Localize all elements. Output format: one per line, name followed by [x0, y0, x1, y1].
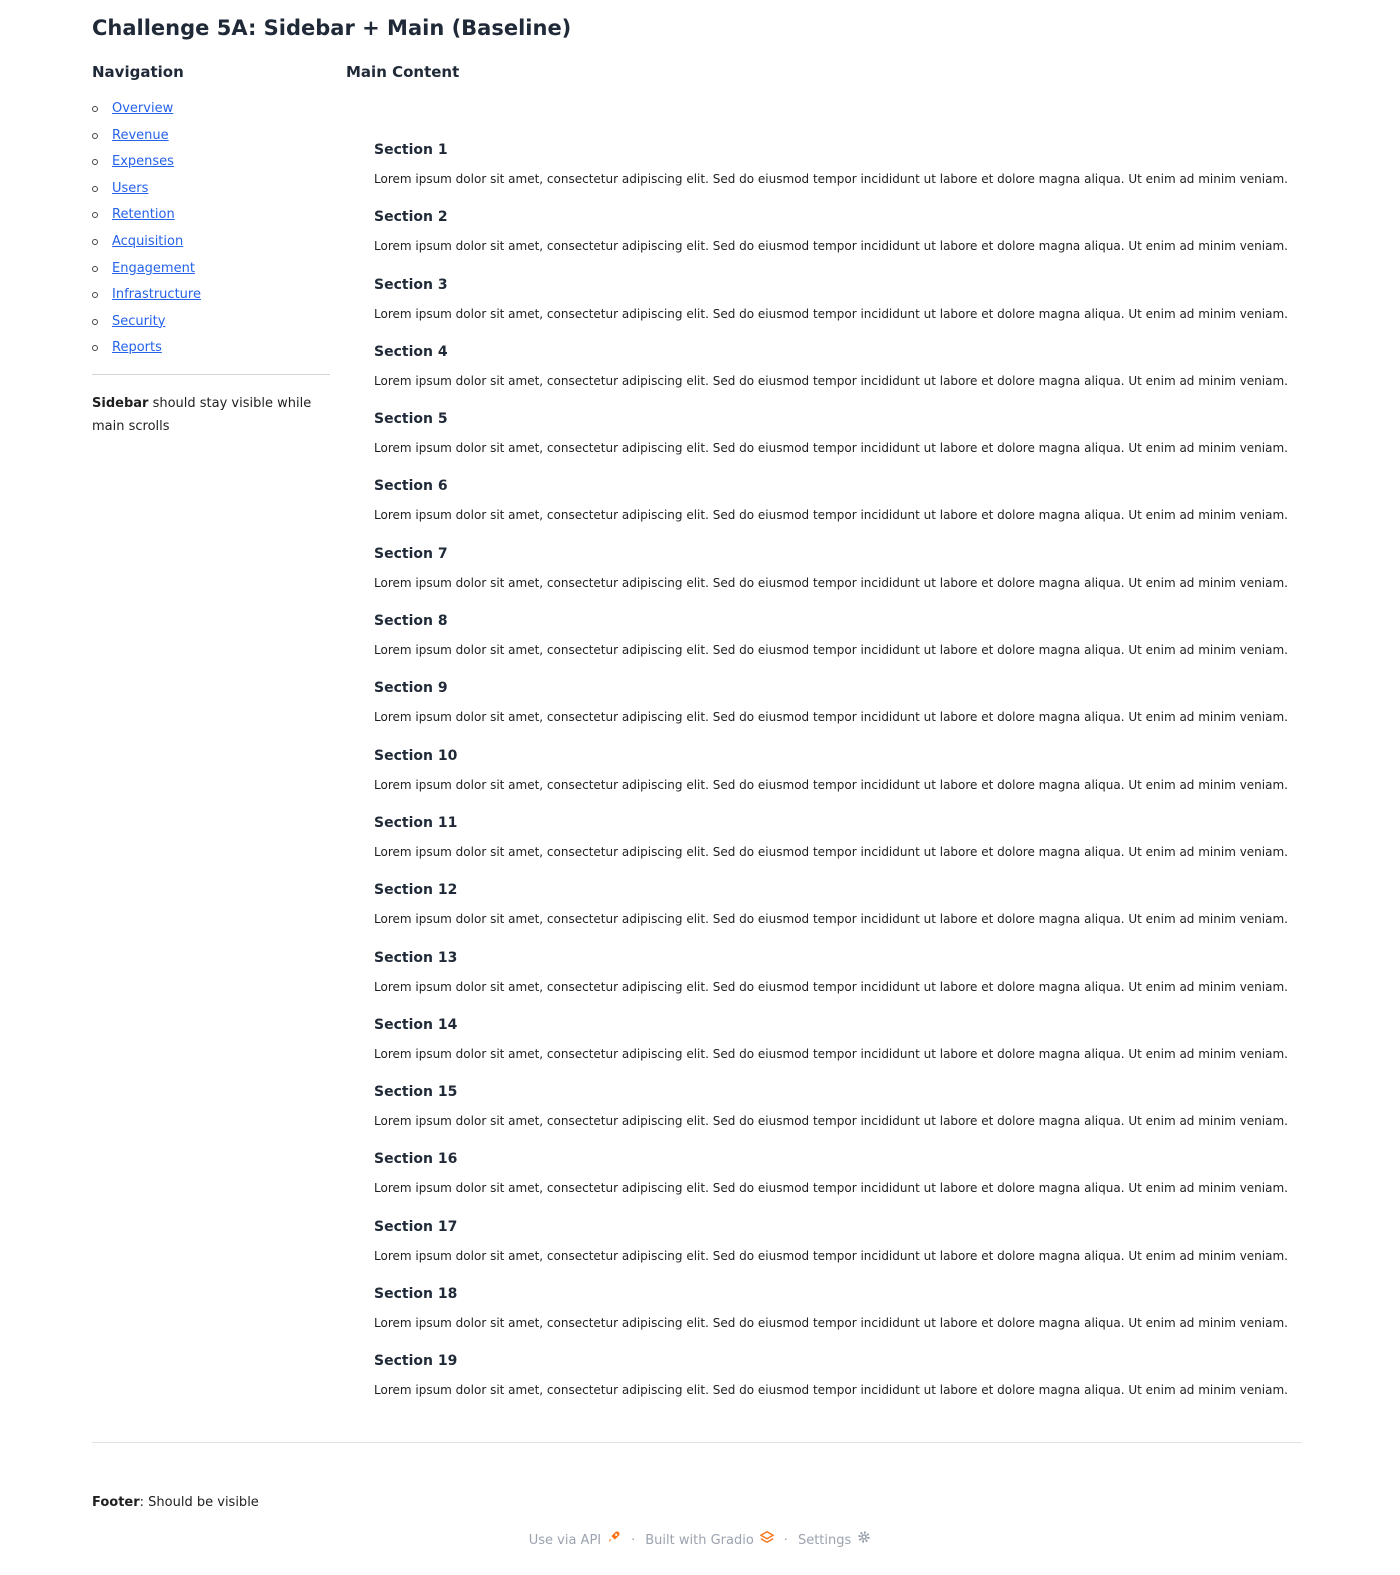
- nav-link-users[interactable]: Users: [112, 180, 149, 196]
- section-body: Lorem ipsum dolor sit amet, consectetur adipiscing elit. Sed do eiusmod tempor incididunt ut labore et dolore magna aliqua. Ut enim ad minim veniam.: [374, 1248, 1288, 1263]
- section-body: Lorem ipsum dolor sit amet, consectetur adipiscing elit. Sed do eiusmod tempor incididunt ut labore et dolore magna aliqua. Ut enim ad minim veniam.: [374, 643, 1288, 658]
- section-title: Section 18: [374, 1286, 458, 1303]
- section-title: Section 3: [374, 276, 448, 293]
- section-3: [374, 273, 1288, 340]
- nav-item-users: [92, 176, 330, 203]
- settings-link[interactable]: [798, 1530, 871, 1552]
- section-body: Lorem ipsum dolor sit amet, consectetur adipiscing elit. Sed do eiusmod tempor incididunt ut labore et dolore magna aliqua. Ut enim ad minim veniam.: [374, 777, 1288, 792]
- section-body: Lorem ipsum dolor sit amet, consectetur adipiscing elit. Sed do eiusmod tempor incididunt ut labore et dolore magna aliqua. Ut enim ad minim veniam.: [374, 1383, 1288, 1398]
- nav-link-reports[interactable]: Reports: [112, 340, 162, 356]
- section-body: Lorem ipsum dolor sit amet, consectetur adipiscing elit. Sed do eiusmod tempor incididunt ut labore et dolore magna aliqua. Ut enim ad minim veniam.: [374, 1181, 1288, 1196]
- footer-separator: ·: [783, 1533, 788, 1548]
- nav-item-retention: [92, 202, 330, 229]
- section-body: Lorem ipsum dolor sit amet, consectetur adipiscing elit. Sed do eiusmod tempor incididunt ut labore et dolore magna aliqua. Ut enim ad minim veniam.: [374, 844, 1288, 859]
- section-title: Section 13: [374, 949, 458, 966]
- section-title: Section 1: [374, 142, 448, 158]
- section-title: Section 9: [374, 680, 448, 697]
- gradio-footer: [0, 1530, 1400, 1552]
- sidebar: [92, 60, 330, 438]
- sidebar-heading: Navigation: [92, 63, 184, 81]
- section-body: Lorem ipsum dolor sit amet, consectetur adipiscing elit. Sed do eiusmod tempor incididunt ut labore et dolore magna aliqua. Ut enim ad minim veniam.: [374, 710, 1288, 725]
- rocket-icon: [607, 1530, 621, 1552]
- section-body: Lorem ipsum dolor sit amet, consectetur adipiscing elit. Sed do eiusmod tempor incididunt ut labore et dolore magna aliqua. Ut enim ad minim veniam.: [374, 306, 1288, 321]
- section-body: Lorem ipsum dolor sit amet, consectetur adipiscing elit. Sed do eiusmod tempor incididunt ut labore et dolore magna aliqua. Ut enim ad minim veniam.: [374, 1046, 1288, 1061]
- section-5: [374, 407, 1288, 474]
- section-11: [374, 811, 1288, 878]
- nav-link-infrastructure[interactable]: Infrastructure: [112, 287, 201, 303]
- footer-note: [92, 1493, 259, 1513]
- nav-item-overview: [92, 96, 330, 123]
- section-body: Lorem ipsum dolor sit amet, consectetur adipiscing elit. Sed do eiusmod tempor incididunt ut labore et dolore magna aliqua. Ut enim ad minim veniam.: [374, 1114, 1288, 1129]
- section-9: [374, 676, 1288, 743]
- section-title: Section 2: [374, 209, 448, 226]
- nav-link-expenses[interactable]: Expenses: [112, 154, 174, 170]
- section-body: Lorem ipsum dolor sit amet, consectetur adipiscing elit. Sed do eiusmod tempor incididunt ut labore et dolore magna aliqua. Ut enim ad minim veniam.: [374, 441, 1288, 456]
- use-via-api-link[interactable]: [529, 1530, 621, 1552]
- built-with-gradio-label: Built with Gradio: [645, 1533, 754, 1548]
- section-title: Section 16: [374, 1151, 458, 1168]
- section-body: Lorem ipsum dolor sit amet, consectetur adipiscing elit. Sed do eiusmod tempor incididunt ut labore et dolore magna aliqua. Ut enim ad minim veniam.: [374, 912, 1288, 927]
- nav-item-revenue: [92, 123, 330, 150]
- main-content: [346, 60, 1288, 1417]
- footer-note-text: : Should be visible: [139, 1495, 259, 1510]
- section-18: [374, 1282, 1288, 1349]
- section-4: [374, 340, 1288, 407]
- section-17: [374, 1215, 1288, 1282]
- nav-item-infrastructure: [92, 282, 330, 309]
- section-13: [374, 946, 1288, 1013]
- sidebar-divider: [92, 374, 330, 375]
- section-body: Lorem ipsum dolor sit amet, consectetur adipiscing elit. Sed do eiusmod tempor incididunt ut labore et dolore magna aliqua. Ut enim ad minim veniam.: [374, 172, 1288, 186]
- built-with-gradio-link[interactable]: [645, 1530, 774, 1552]
- section-title: Section 14: [374, 1016, 458, 1033]
- gear-icon: [857, 1530, 871, 1552]
- section-title: Section 8: [374, 613, 448, 630]
- section-title: Section 11: [374, 814, 458, 831]
- settings-label: Settings: [797, 1533, 852, 1548]
- nav-link-security[interactable]: Security: [112, 313, 166, 329]
- nav-link-retention[interactable]: Retention: [112, 207, 175, 223]
- section-title: Section 7: [374, 545, 448, 562]
- sidebar-note-text: should stay visible while main scrolls: [92, 395, 312, 434]
- nav-link-acquisition[interactable]: Acquisition: [112, 233, 184, 249]
- section-7: [374, 542, 1288, 609]
- section-title: Section 15: [374, 1084, 458, 1101]
- nav-item-engagement: [92, 256, 330, 283]
- section-body: Lorem ipsum dolor sit amet, consectetur adipiscing elit. Sed do eiusmod tempor incididunt ut labore et dolore magna aliqua. Ut enim ad minim veniam.: [374, 979, 1288, 994]
- footer-note-bold: Footer: [92, 1495, 140, 1510]
- section-16: [374, 1147, 1288, 1214]
- section-2: [374, 205, 1288, 272]
- section-8: [374, 609, 1288, 676]
- nav-item-expenses: [92, 149, 330, 176]
- nav-item-reports: [92, 335, 330, 362]
- footer-separator: ·: [631, 1533, 636, 1548]
- section-title: Section 17: [374, 1218, 458, 1235]
- main-heading: Main Content: [346, 63, 460, 81]
- nav-item-acquisition: [92, 229, 330, 256]
- nav-list: [92, 96, 330, 362]
- section-title: Section 10: [374, 747, 458, 764]
- gradio-logo-icon: [760, 1530, 774, 1552]
- section-body: Lorem ipsum dolor sit amet, consectetur adipiscing elit. Sed do eiusmod tempor incididunt ut labore et dolore magna aliqua. Ut enim ad minim veniam.: [374, 1316, 1288, 1331]
- section-title: Section 6: [374, 478, 448, 495]
- section-body: Lorem ipsum dolor sit amet, consectetur adipiscing elit. Sed do eiusmod tempor incididunt ut labore et dolore magna aliqua. Ut enim ad minim veniam.: [374, 508, 1288, 523]
- section-title: Section 12: [374, 882, 458, 899]
- section-15: [374, 1080, 1288, 1147]
- section-list: [346, 138, 1288, 1417]
- nav-link-revenue[interactable]: Revenue: [112, 127, 169, 143]
- use-via-api-label: Use via API: [528, 1533, 602, 1548]
- footer-divider: [92, 1442, 1302, 1443]
- nav-link-engagement[interactable]: Engagement: [112, 260, 195, 276]
- section-1: [374, 138, 1288, 205]
- section-body: Lorem ipsum dolor sit amet, consectetur adipiscing elit. Sed do eiusmod tempor incididunt ut labore et dolore magna aliqua. Ut enim ad minim veniam.: [374, 239, 1288, 254]
- nav-item-security: [92, 309, 330, 336]
- sidebar-note-bold: Sidebar: [92, 395, 149, 411]
- section-12: [374, 878, 1288, 945]
- nav-link-overview[interactable]: Overview: [112, 101, 174, 116]
- section-body: Lorem ipsum dolor sit amet, consectetur adipiscing elit. Sed do eiusmod tempor incididunt ut labore et dolore magna aliqua. Ut enim ad minim veniam.: [374, 373, 1288, 388]
- section-19: [374, 1349, 1288, 1416]
- section-title: Section 5: [374, 411, 448, 428]
- sidebar-note: [92, 392, 328, 438]
- section-6: [374, 474, 1288, 541]
- section-title: Section 19: [374, 1353, 458, 1370]
- section-10: [374, 744, 1288, 811]
- section-title: Section 4: [374, 343, 448, 360]
- page-title: Challenge 5A: Sidebar + Main (Baseline): [92, 16, 572, 40]
- section-body: Lorem ipsum dolor sit amet, consectetur adipiscing elit. Sed do eiusmod tempor incididunt ut labore et dolore magna aliqua. Ut enim ad minim veniam.: [374, 575, 1288, 590]
- section-14: [374, 1013, 1288, 1080]
